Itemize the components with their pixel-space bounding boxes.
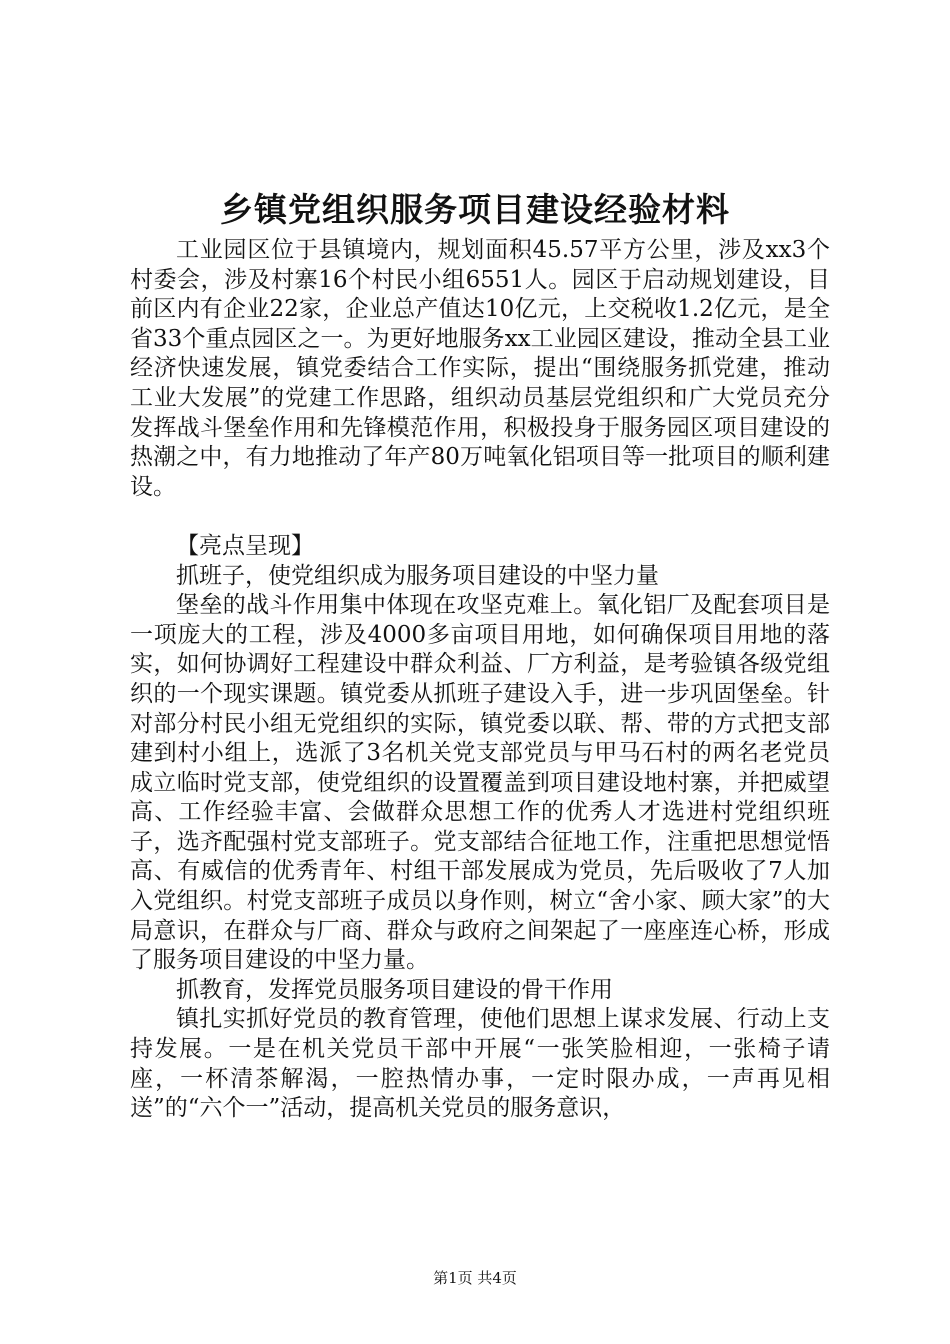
paragraph-education: 镇扎实抓好党员的教育管理，使他们思想上谋求发展、行动上支持发展。一是在机关党员干部中开展“一张笑脸相迎，一张椅子请座，一杯清茶解渴，一腔热情办事，一定时限办成，一声再见相送”的“六个一”活动，提高机关党员的服务意识， [130,1006,830,1122]
page-footer: 第1页 共4页 [433,1269,517,1287]
subheading-leadership: 抓班子，使党组织成为服务项目建设的中坚力量 [176,562,659,589]
intro-paragraph: 工业园区位于县镇境内，规划面积45.57平方公里，涉及xx3个村委会，涉及村寨16个村民小组6551人。园区于启动规划建设，目前区内有企业22家，企业总产值达10亿元，上交税收1.2亿元，是全省33个重点园区之一。为更好地服务xx工业园区建设，推动全县工业经济快速发展，镇党委结合工作实际，提出“围绕服务抓党建，推动工业大发展”的党建工作思路，组织动员基层党组织和广大党员充分发挥战斗堡垒作用和先锋模范作用，积极投身于服务园区项目建设的热潮之中，有力地推动了年产80万吨氧化铝项目等一批项目的顺利建设。 [130,237,830,500]
paragraph-gap [130,502,830,532]
paragraph-leadership: 堡垒的战斗作用集中体现在攻坚克难上。氧化铝厂及配套项目是一项庞大的工程，涉及4000多亩项目用地，如何确保项目用地的落实，如何协调好工程建设中群众利益、厂方利益，是考验镇各级党组织的一个现实课题。镇党委从抓班子建设入手，进一步巩固堡垒。针对部分村民小组无党组织的实际，镇党委以联、帮、带的方式把支部建到村小组上，选派了3名机关党支部党员与甲马石村的两名老党员成立临时党支部，使党组织的设置覆盖到项目建设地村寨，并把威望高、工作经验丰富、会做群众思想工作的优秀人才选进村党组织班子，选齐配强村党支部班子。党支部结合征地工作，注重把思想觉悟高、有威信的优秀青年、村组干部发展成为党员，先后吸收了7人加入党组织。村党支部班子成员以身作则，树立“舍小家、顾大家”的大局意识，在群众与厂商、群众与政府之间架起了一座座连心桥，形成了服务项目建设的中坚力量。 [130,592,830,974]
subheading-education: 抓教育，发挥党员服务项目建设的骨干作用 [176,976,613,1003]
document-title: 乡镇党组织服务项目建设经验材料 [220,190,730,229]
section-heading: 【亮点呈现】 [176,532,314,559]
document-body [130,236,830,1124]
